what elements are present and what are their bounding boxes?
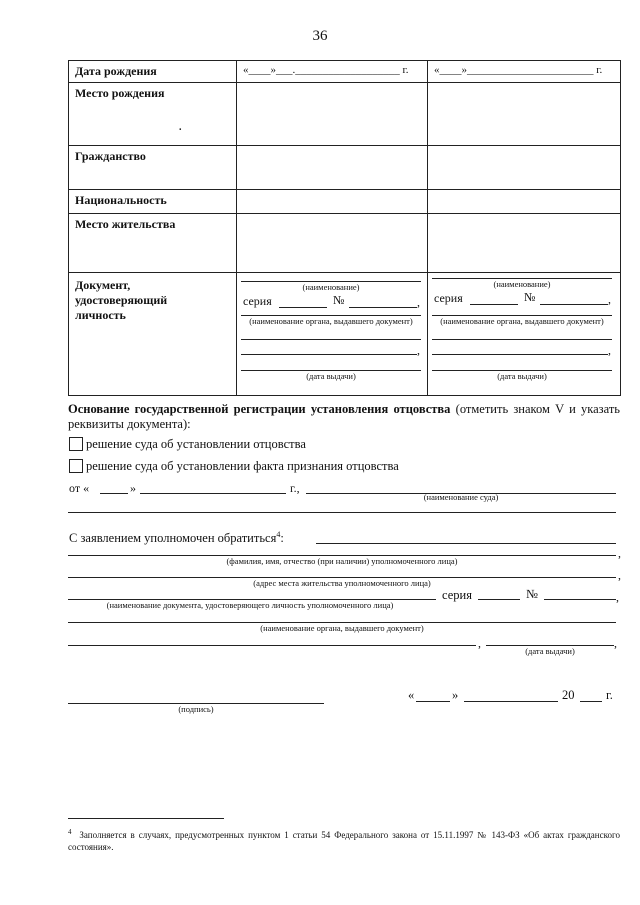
doc-caption: (наименование документа, удостоверяющего личность уполномоченного лица) bbox=[106, 600, 394, 610]
rep-number-field[interactable] bbox=[544, 599, 616, 600]
basis-note: (отметить знаком V и указать реквизиты документа): bbox=[68, 402, 621, 431]
row-dob bbox=[69, 61, 621, 83]
fio-caption: (фамилия, имя, отчество (при наличии) уполномоченного лица) bbox=[226, 556, 458, 566]
sign-year-field[interactable] bbox=[580, 701, 602, 702]
page-number: 36 bbox=[312, 28, 328, 44]
dob-field-right: «____»_______________________ г. bbox=[434, 64, 603, 76]
footnote-mark: 4 bbox=[68, 828, 72, 836]
label-residence: Место жительства bbox=[69, 214, 237, 273]
label-dob: Дата рождения bbox=[69, 61, 237, 83]
basis-heading: Основание государственной регистрации установления отцовства bbox=[68, 402, 451, 416]
court-date-prefix: от « bbox=[69, 481, 90, 495]
number-label: № bbox=[333, 293, 345, 307]
row-id-document bbox=[69, 273, 621, 396]
dob-field-left: «____»___.___________________ г. bbox=[243, 64, 409, 76]
label-birthplace: Место рождения bbox=[75, 86, 165, 100]
court-name-caption: (наименование суда) bbox=[423, 492, 499, 502]
dob-father[interactable] bbox=[237, 61, 428, 83]
label-citizenship: Гражданство bbox=[69, 146, 237, 190]
rep-issuer-field-2[interactable] bbox=[68, 645, 476, 646]
option-paternity-judgement: решение суда об установлении отцовства bbox=[86, 437, 306, 451]
footnote-text: Заполняется в случаях, предусмотренных пунктом 1 статьи 54 Федерального закона от 15.11.1997 № 143-ФЗ «Об актах гражданского состояния». bbox=[68, 830, 620, 852]
label-nationality: Национальность bbox=[69, 190, 237, 214]
footnote bbox=[68, 826, 620, 853]
id-doc-mother[interactable]: (наименование) серия № , (наименование органа, выдавшего документ) , (дата выдачи) bbox=[428, 273, 621, 396]
dob-mother[interactable] bbox=[428, 61, 621, 83]
number-label: № bbox=[524, 290, 536, 304]
rep-series-field[interactable] bbox=[478, 599, 520, 600]
representative-field[interactable] bbox=[316, 543, 616, 544]
address-caption: (адрес места жительства уполномоченного лица) bbox=[253, 578, 431, 588]
representative-heading: С заявлением уполномочен обратиться$^4$: bbox=[69, 530, 284, 546]
stray-dot: . bbox=[179, 122, 182, 133]
label-id-document: Документ, удостоверяющий личность bbox=[69, 273, 237, 396]
residence-mother[interactable] bbox=[428, 214, 621, 273]
sign-day-field[interactable] bbox=[416, 701, 450, 702]
rep-series-label: серия bbox=[442, 588, 472, 602]
citizenship-mother[interactable] bbox=[428, 146, 621, 190]
series-label: серия bbox=[243, 294, 272, 308]
issue-date-caption: (дата выдачи) bbox=[525, 646, 575, 656]
row-citizenship bbox=[69, 146, 621, 190]
court-month-field[interactable] bbox=[140, 493, 286, 494]
footnote-separator bbox=[68, 818, 224, 819]
series-label: серия bbox=[434, 291, 463, 305]
basis-paragraph bbox=[68, 402, 620, 432]
nationality-father[interactable] bbox=[237, 190, 428, 214]
row-nationality bbox=[69, 190, 621, 214]
option-recognition-judgement: решение суда об установлении факта признания отцовства bbox=[86, 459, 399, 473]
sign-year-prefix: 20 bbox=[562, 688, 575, 702]
id-doc-father[interactable]: (наименование) серия № , (наименование органа, выдавшего документ) , (дата выдачи) bbox=[237, 273, 428, 396]
court-name-field-2[interactable] bbox=[68, 512, 616, 513]
row-residence bbox=[69, 214, 621, 273]
parent-info-table bbox=[68, 60, 621, 396]
residence-father[interactable] bbox=[237, 214, 428, 273]
nationality-mother[interactable] bbox=[428, 190, 621, 214]
issuer-caption: (наименование органа, выдавшего документ) bbox=[260, 623, 424, 633]
checkbox-recognition-judgement[interactable] bbox=[69, 459, 83, 473]
birthplace-father[interactable] bbox=[237, 83, 428, 146]
birthplace-mother[interactable] bbox=[428, 83, 621, 146]
row-birthplace bbox=[69, 83, 621, 146]
checkbox-paternity-judgement[interactable] bbox=[69, 437, 83, 451]
rep-number-label: № bbox=[526, 587, 538, 601]
citizenship-father[interactable] bbox=[237, 146, 428, 190]
court-day-field[interactable] bbox=[100, 493, 128, 494]
signature-caption: (подпись) bbox=[178, 704, 214, 714]
sign-month-field[interactable] bbox=[464, 701, 558, 702]
